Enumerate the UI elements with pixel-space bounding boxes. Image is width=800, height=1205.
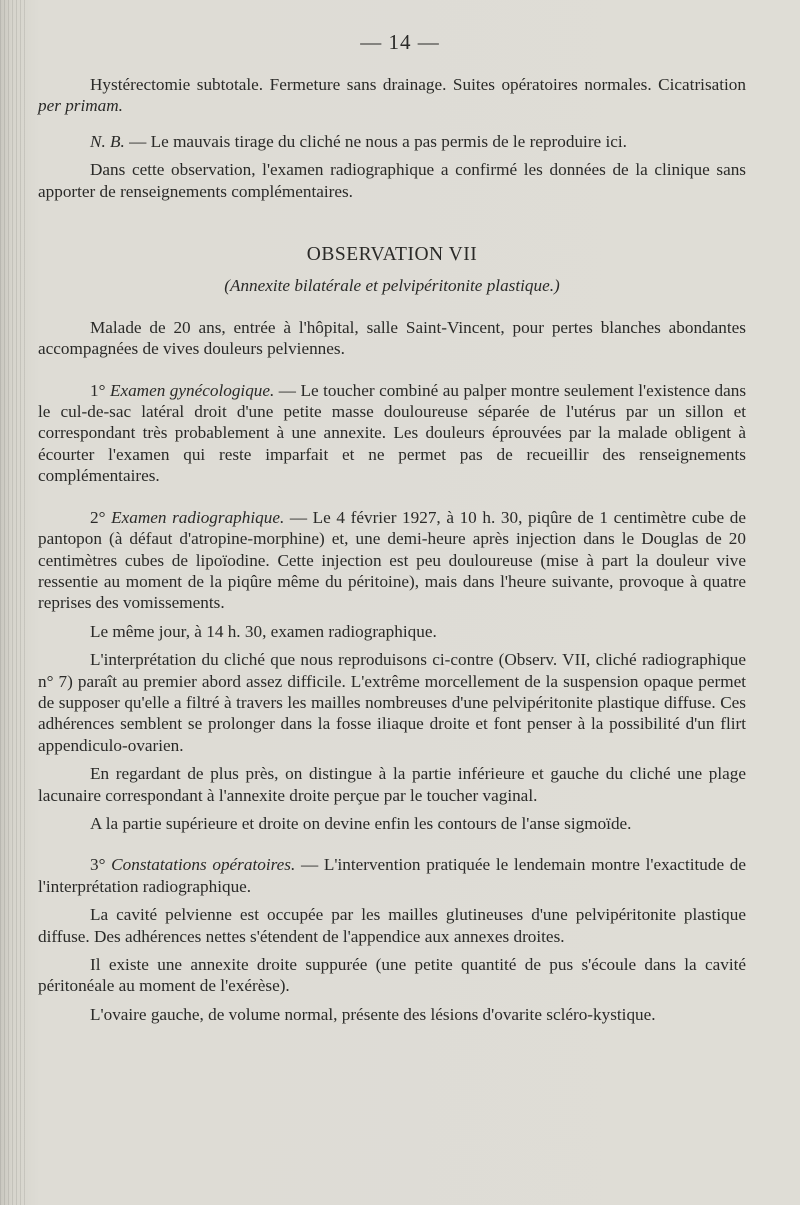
section-title: Examen radiographique. — [111, 507, 285, 527]
paragraph-left-ovary: L'ovaire gauche, de volume normal, présente des lésions d'ovarite scléro-kystique. — [90, 1004, 656, 1024]
observation-subheading: (Annexite bilatérale et pelvipéritonite plastique.) — [224, 276, 560, 296]
paragraph-same-day: Le même jour, à 14 h. 30, examen radiographique. — [90, 621, 437, 641]
nb-label: N. B. — [90, 131, 125, 151]
page-number: — 14 — — [360, 30, 440, 54]
paragraph-interpretation: L'interprétation du cliché que nous reproduisons ci-contre (Observ. VII, cliché radiographique n° 7) paraît au premier abord assez difficile. L'extrême morcellement de la suspension opaque permet de supposer qu'elle a filtré à travers les mailles nombreuses d'une pelvipéritonite plastique diffuse. Ces adhérences semblent se prolonger dans la fosse iliaque droite et font penser à la possibilité d'un flirt appendiculo-ovarien. — [38, 650, 746, 755]
paragraph-sigmoid: A la partie supérieure et droite on devine enfin les contours de l'anse sigmoïde. — [90, 813, 632, 833]
page-body — [38, 74, 746, 1025]
section-radiographic-exam: 2° Examen radiographique. — Le 4 février 1927, à 10 h. 30, piqûre de 1 centimètre cube de pantopon (à défaut d'atropine-morphine) et, une demi-heure après injection dans le Douglas de 20 centimètres cubes de lipoïodine. Cette injection est peu douloureuse (mise à part la douleur vive ressentie au moment de la piqûre même du péritoine), mais dans l'heure suivante, provoque à quatre reprises des vomissements. — [38, 507, 746, 613]
paragraph-operation-summary: Hystérectomie subtotale. Fermeture sans drainage. Suites opératoires normales. Cicatrisation per primam. — [38, 75, 746, 116]
paragraph-closer-look: En regardant de plus près, on distingue à la partie inférieure et gauche du cliché une plage lacunaire correspondant à l'annexite droite perçue par le toucher vaginal. — [38, 764, 746, 805]
section-gynecological-exam: 1° Examen gynécologique. — Le toucher combiné au palper montre seulement l'existence dans le cul-de-sac latéral droit d'une petite masse douloureuse séparée de l'utérus par un sillon et correspondant très probablement à une annexite. Les douleurs éprouvées par la malade obligent à écourter l'examen qui reste imparfait et ne permet pas de recueillir des renseignements complémentaires. — [38, 380, 747, 486]
paragraph-pelvic-cavity: La cavité pelvienne est occupée par les mailles glutineuses d'une pelvipéritonite plastique diffuse. Des adhérences nettes s'étendent de l'appendice aux annexes droites. — [38, 905, 746, 946]
paragraph-patient-intro: Malade de 20 ans, entrée à l'hôpital, salle Saint-Vincent, pour pertes blanches abondantes accompagnées de vives douleurs pelviennes. — [38, 317, 746, 359]
section-title: Examen gynécologique. — [109, 380, 275, 400]
observation-heading: OBSERVATION VII — [306, 244, 478, 266]
paragraph-nota-bene: N. B. — Le mauvais tirage du cliché ne nous a pas permis de le reproduire ici. — [90, 131, 627, 151]
paragraph-suppurated-annexitis: Il existe une annexite droite suppurée (une petite quantité de pus s'écoule dans la cavité péritonéale au moment de l'exérèse). — [38, 955, 746, 996]
book-binding-edge — [0, 0, 28, 1205]
paragraph-observation-conclusion: Dans cette observation, l'examen radiographique a confirmé les données de la clinique sans apporter de renseignements complémentaires. — [38, 160, 746, 201]
section-operative-findings: 3° Constatations opératoires. — L'intervention pratiquée le lendemain montre l'exactitude de l'interprétation radiographique. — [38, 855, 746, 896]
section-title: Constatations opératoires. — [111, 855, 296, 875]
